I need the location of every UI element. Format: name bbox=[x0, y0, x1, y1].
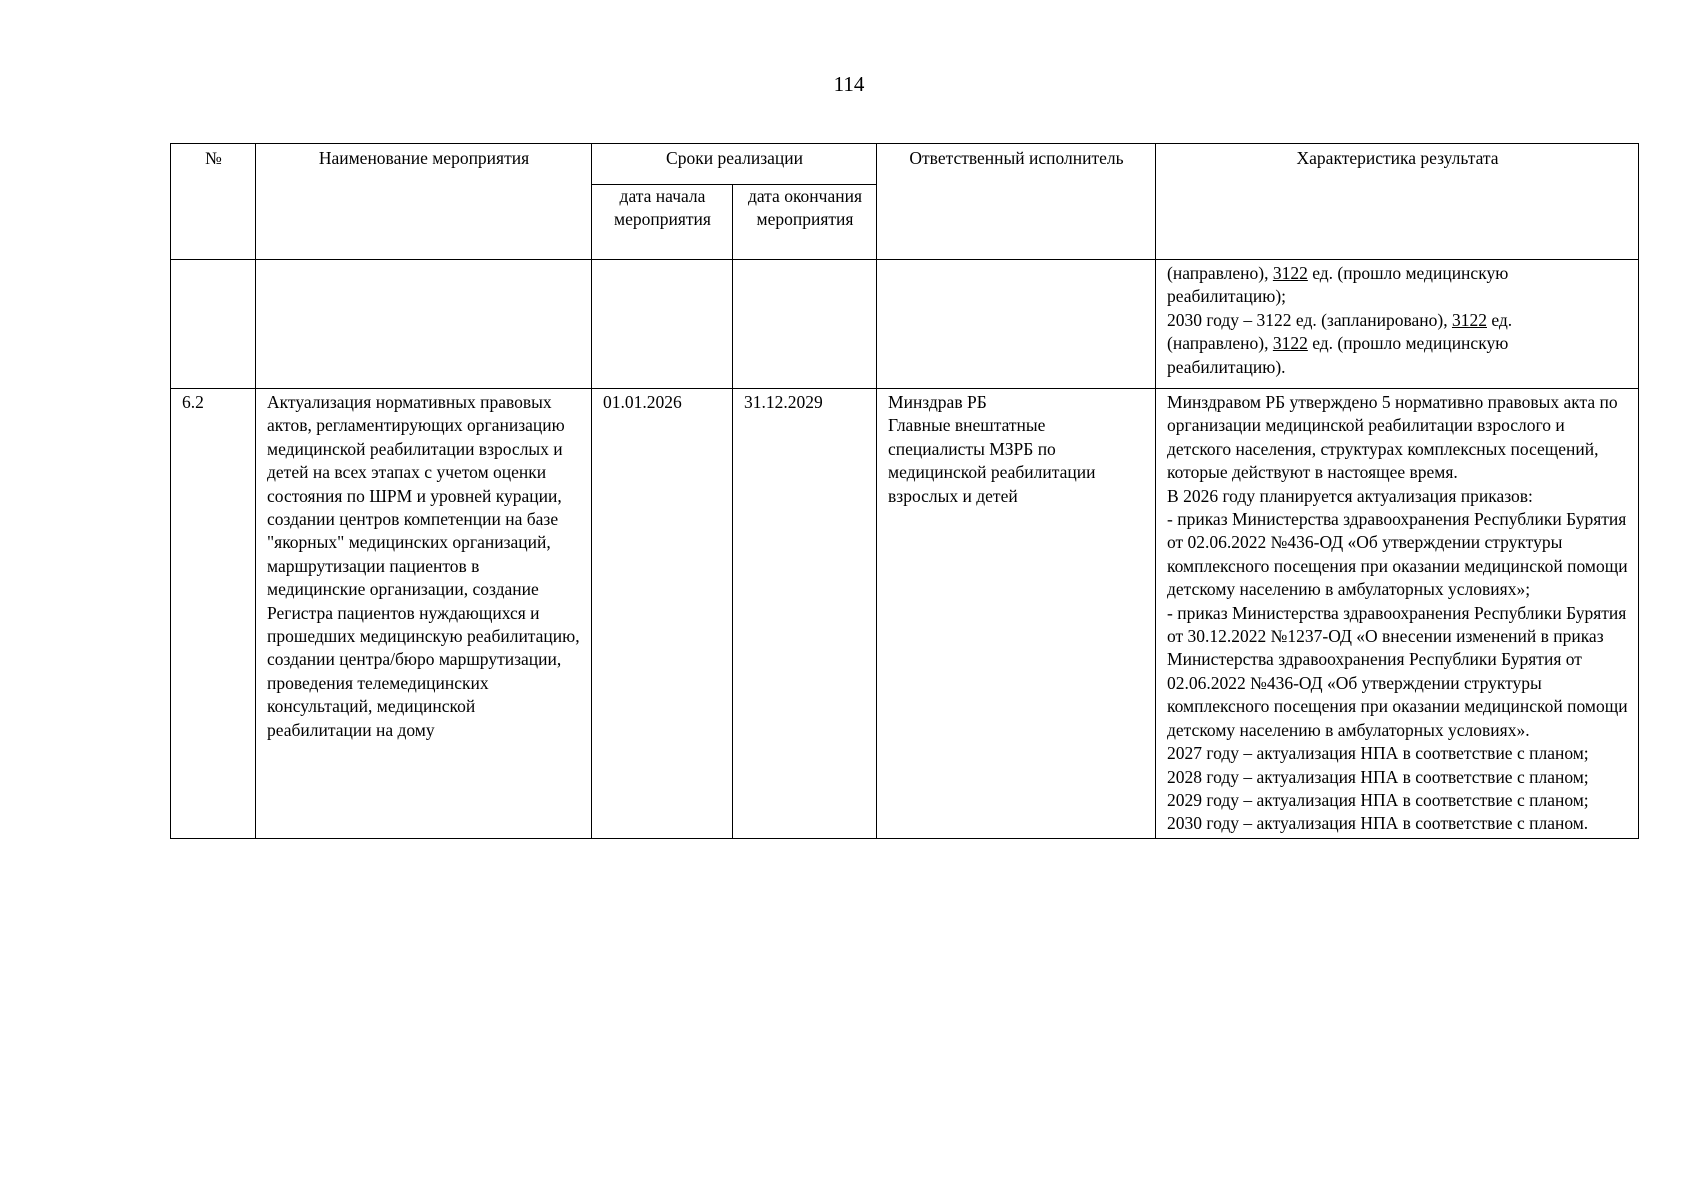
result-line: 2027 году – актуализация НПА в соответствие с планом; bbox=[1167, 743, 1589, 764]
cell-end bbox=[733, 260, 877, 389]
result-line: реабилитацию). bbox=[1167, 356, 1286, 377]
header-num: № bbox=[171, 144, 256, 260]
activity-table bbox=[170, 143, 1639, 839]
header-responsible: Ответственный исполнитель bbox=[877, 144, 1156, 260]
cell-result bbox=[1156, 260, 1639, 389]
result-line: 2030 году – актуализация НПА в соответствие с планом. bbox=[1167, 813, 1589, 834]
result-line: - приказ Министерства здравоохранения Республики Бурятия от 02.06.2022 №436-ОД «Об утверждении структуры комплексного посещения при оказании медицинской помощи детскому населению в амбулаторных условиях»; bbox=[1167, 509, 1628, 600]
result-line: реабилитацию); bbox=[1167, 286, 1287, 307]
header-result: Характеристика результата bbox=[1156, 144, 1639, 260]
cell-name: Актуализация нормативных правовых актов, регламентирующих организацию медицинской реабилитации взрослых и детей на всех этапах с учетом оценки состояния по ШРМ и уровней курации, создании центров компетенции на базе "якорных" медицинских организаций, маршрутизации пациентов в медицинские организации, создание Регистра пациентов нуждающихся и прошедших медицинскую реабилитацию, создании центра/бюро маршрутизации, проведения телемедицинских консультаций, медицинской реабилитации на дому bbox=[256, 389, 592, 839]
responsible-line: Минздрав РБ bbox=[888, 392, 987, 412]
result-line: - приказ Министерства здравоохранения Республики Бурятия от 30.12.2022 №1237-ОД «О внесении изменений в приказ Министерства здравоохранения Республики Бурятия от 02.06.2022 №436-ОД «Об утверждении структуры комплексного посещения при оказании медицинской помощи детскому населению в амбулаторных условиях». bbox=[1167, 602, 1628, 740]
result-line: В 2026 году планируется актуализация приказов: bbox=[1167, 485, 1533, 506]
cell-responsible bbox=[877, 260, 1156, 389]
responsible-line: Главные внештатные специалисты МЗРБ по медицинской реабилитации взрослых и детей bbox=[888, 415, 1096, 506]
table-row-continuation bbox=[171, 260, 1639, 389]
header-period: Сроки реализации bbox=[592, 144, 877, 185]
result-line: Минздравом РБ утверждено 5 нормативно правовых акта по организации медицинской реабилитации взрослого и детского населения, структурах комплексных посещений, которые действуют в настоящее время. bbox=[1167, 392, 1618, 483]
header-end-date: дата окончания мероприятия bbox=[733, 185, 877, 260]
cell-start: 01.01.2026 bbox=[592, 389, 733, 839]
cell-name bbox=[256, 260, 592, 389]
cell-num: 6.2 bbox=[171, 389, 256, 839]
result-line: 2029 году – актуализация НПА в соответствие с планом; bbox=[1167, 789, 1589, 810]
cell-start bbox=[592, 260, 733, 389]
header-row-1 bbox=[171, 144, 1639, 185]
cell-responsible bbox=[877, 389, 1156, 839]
table-row-6-2 bbox=[171, 389, 1639, 839]
cell-end: 31.12.2029 bbox=[733, 389, 877, 839]
result-line: 2028 году – актуализация НПА в соответствие с планом; bbox=[1167, 766, 1589, 787]
result-line: 2030 году – 3122 ед. (запланировано), 3122 ед. bbox=[1167, 309, 1513, 330]
cell-num bbox=[171, 260, 256, 389]
result-line: (направлено), 3122 ед. (прошло медицинскую bbox=[1167, 333, 1509, 354]
header-name: Наименование мероприятия bbox=[256, 144, 592, 260]
cell-result bbox=[1156, 389, 1639, 839]
result-line: (направлено), 3122 ед. (прошло медицинскую bbox=[1167, 263, 1509, 283]
page-number: 114 bbox=[833, 72, 865, 96]
header-start-date: дата начала мероприятия bbox=[592, 185, 733, 260]
